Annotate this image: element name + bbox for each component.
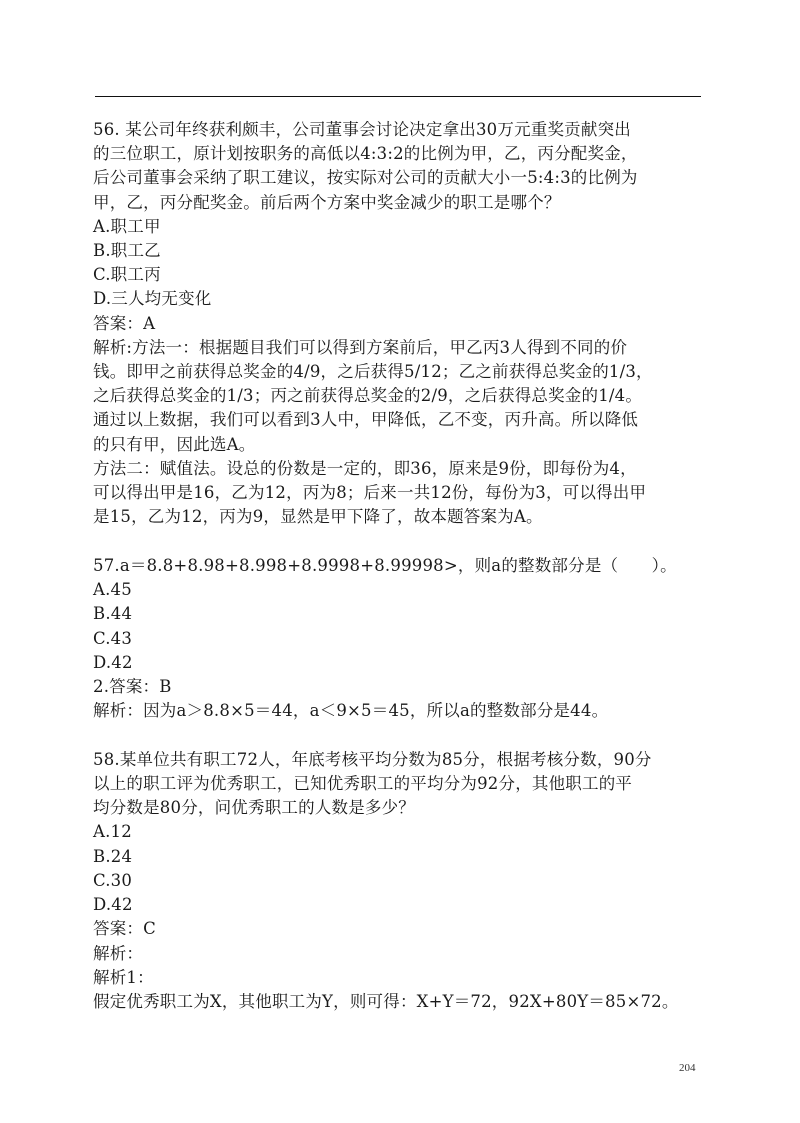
q56-option-c: C.职工丙 [93, 265, 161, 285]
q57-option-c: C.43 [93, 628, 133, 648]
q58-analysis-label: 解析： [93, 943, 144, 963]
q58-analysis-1-label: 解析1： [93, 967, 154, 987]
q56-analysis-line-4: 通过以上数据，我们可以看到3人中，甲降低，乙不变，丙升高。所以降低 [93, 410, 639, 430]
q56-stem-line-3: 后公司董事会采纳了职工建议，按实际对公司的贡献大小一5:4:3的比例为 [93, 168, 638, 188]
q56-option-d: D.三人均无变化 [93, 289, 212, 309]
q56-method2-line-1: 方法二：赋值法。设总的份数是一定的，即36，原来是9份，即每份为4， [93, 458, 637, 478]
question-58 [93, 748, 705, 1014]
q56-option-b: B.职工乙 [93, 241, 161, 261]
q57-option-d: D.42 [93, 652, 133, 672]
q57-answer: 2.答案：B [93, 676, 172, 696]
q58-option-a: A.12 [93, 822, 132, 842]
q57-option-b: B.44 [93, 604, 133, 624]
q58-option-b: B.24 [93, 846, 133, 866]
q57-option-a: A.45 [93, 580, 132, 600]
q57-stem: 57.a＝8.8+8.98+8.998+8.9998+8.99998>，则a的整数部分是（ ）。 [93, 555, 677, 575]
q56-analysis-line-2: 钱。即甲之前获得总奖金的4/9，之后获得5/12；乙之前获得总奖金的1/3， [93, 362, 653, 382]
q56-analysis-line-3: 之后获得总奖金的1/3；丙之前获得总奖金的2/9，之后获得总奖金的1/4。 [93, 386, 643, 406]
q58-analysis-1-line-1: 假定优秀职工为X，其他职工为Y，则可得：X+Y＝72，92X+80Y＝85×72。 [93, 991, 679, 1011]
q56-analysis-line-5: 的只有甲，因此选A。 [93, 434, 256, 454]
page-number: 204 [679, 1062, 696, 1074]
q56-stem-line-4: 甲，乙，丙分配奖金。前后两个方案中奖金减少的职工是哪个？ [93, 192, 561, 212]
question-56 [93, 118, 705, 529]
q58-option-c: C.30 [93, 870, 133, 890]
q56-method2-line-3: 是15，乙为12，丙为9，显然是甲下降了，故本题答案为A。 [93, 507, 543, 527]
q56-stem-line-1: 56. 某公司年终获利颇丰，公司董事会讨论决定拿出30万元重奖贡献突出 [93, 120, 631, 139]
q56-analysis-line-1: 解析:方法一：根据题目我们可以得到方案前后，甲乙丙3人得到不同的价 [93, 337, 628, 357]
document-body [93, 118, 705, 1014]
q58-stem-line-2: 以上的职工评为优秀职工，已知优秀职工的平均分为92分，其他职工的平 [93, 774, 633, 794]
header-rule [95, 96, 701, 97]
q58-answer: 答案：C [93, 919, 156, 939]
section-gap [93, 723, 705, 748]
question-57 [93, 554, 705, 723]
q56-answer: 答案：A [93, 313, 156, 333]
q56-stem-line-2: 的三位职工，原计划按职务的高低以4:3:2的比例为甲，乙，丙分配奖金， [93, 144, 638, 164]
q58-option-d: D.42 [93, 895, 133, 915]
q57-analysis: 解析：因为a＞8.8×5＝44，a＜9×5＝45，所以a的整数部分是44。 [93, 701, 609, 721]
q56-method2-line-2: 可以得出甲是16，乙为12，丙为8；后来一共12份，每份为3，可以得出甲 [93, 483, 647, 503]
section-gap [93, 529, 705, 554]
q56-option-a: A.职工甲 [93, 216, 161, 236]
q58-stem-line-1: 58.某单位共有职工72人，年底考核平均分数为85分，根据考核分数，90分 [93, 749, 652, 769]
q58-stem-line-3: 均分数是80分，问优秀职工的人数是多少？ [93, 798, 415, 818]
